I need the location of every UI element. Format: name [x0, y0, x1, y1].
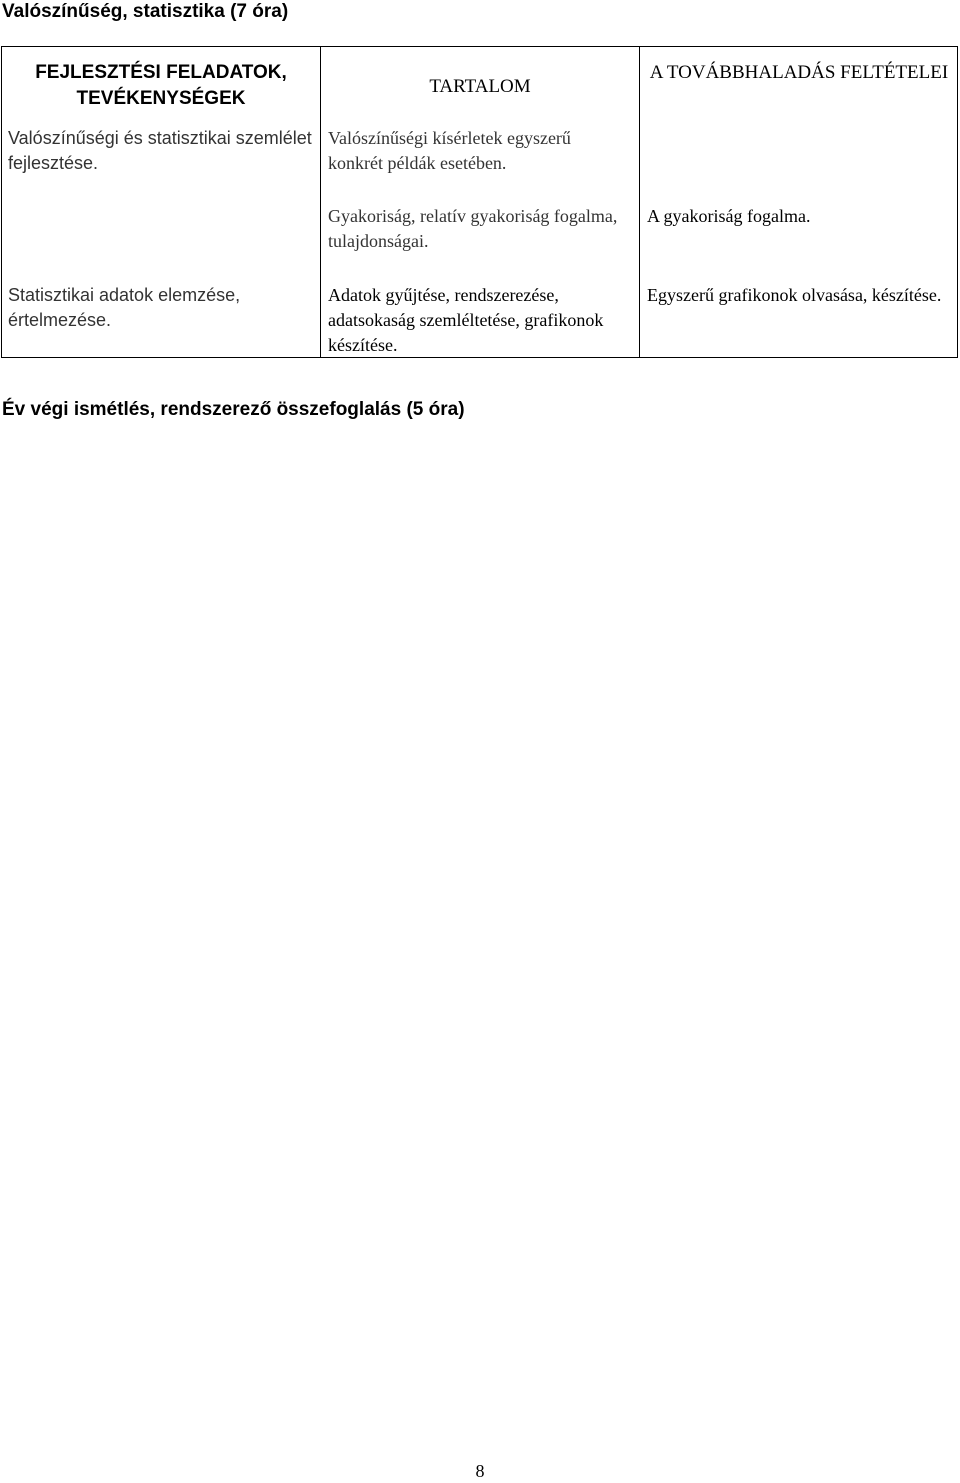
section-title-probability: Valószínűség, statisztika (7 óra) — [2, 1, 289, 22]
header-development-tasks: FEJLESZTÉSI FELADATOK, TEVÉKENYSÉGEK — [35, 62, 287, 109]
column-divider — [639, 47, 640, 357]
row3-development-task: Statisztikai adatok elemzése, értelmezése. — [8, 285, 241, 330]
row1-development-task: Valószínűségi és statisztikai szemlélet fejlesztése. — [8, 128, 312, 173]
row2-content: Gyakoriság, relatív gyakoriság fogalma, tulajdonságai. — [328, 206, 618, 251]
curriculum-table — [1, 46, 958, 358]
row3-condition: Egyszerű grafikonok olvasása, készítése. — [647, 285, 942, 305]
header-content: TARTALOM — [429, 76, 531, 97]
row1-content: Valószínűségi kísérletek egyszerű konkrét példák esetében. — [328, 128, 571, 173]
row2-condition: A gyakoriság fogalma. — [647, 206, 811, 226]
section-title-year-end-review: Év végi ismétlés, rendszerező összefoglalás (5 óra) — [2, 399, 465, 420]
header-progress-conditions: A TOVÁBBHALADÁS FELTÉTELEI — [649, 62, 949, 83]
row3-content: Adatok gyűjtése, rendszerezése, adatsokaság szemléltetése, grafikonok készítése. — [328, 285, 604, 355]
page-number: 8 — [475, 1461, 485, 1481]
column-divider — [320, 47, 321, 357]
